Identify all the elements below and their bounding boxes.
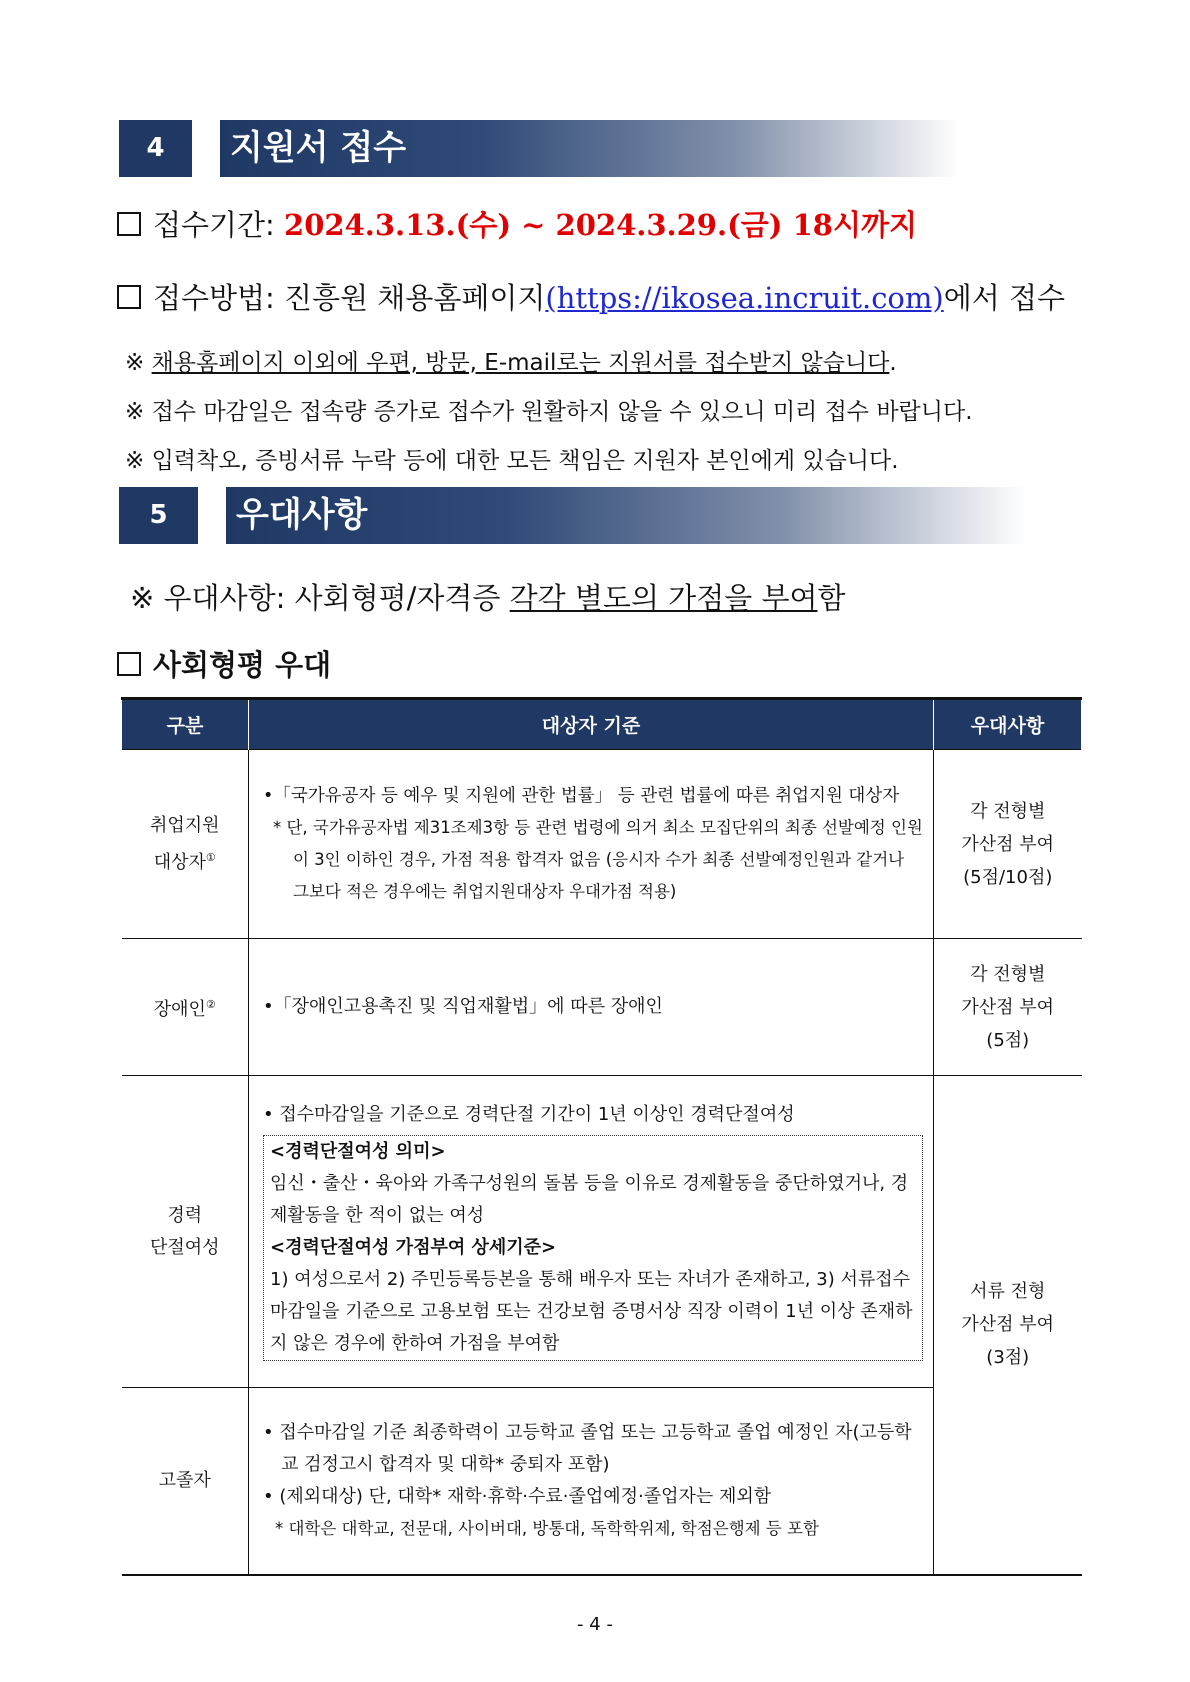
criteria-cell (249, 939, 934, 1076)
benefit-line: (3점) (986, 1347, 1030, 1369)
page-number: - 4 - (577, 1614, 613, 1635)
benefit-line: 각 전형별 (970, 963, 1046, 985)
preference-note-suffix: 함 (817, 581, 846, 615)
criteria-text: • 접수마감일 기준 최종학력이 고등학교 졸업 또는 고등학교 졸업 예정인 자(고등학교 검정고시 합격자 및 대학* 중퇴자 포함) (263, 1421, 912, 1475)
note-mark: ※ (125, 350, 145, 376)
note-2-text: 접수 마감일은 접속량 증가로 접수가 원활하지 않을 수 있으니 미리 접수 바랍니다. (151, 399, 973, 425)
homepage-link[interactable]: (https://ikosea.incruit.com) (545, 281, 944, 315)
benefit-cell (934, 939, 1082, 1076)
note-2 (125, 393, 973, 426)
note-mark: ※ (125, 448, 145, 474)
note-mark: ※ (125, 399, 145, 425)
header-category: 구분 (122, 699, 249, 750)
note-1-underlined: 채용홈페이지 이외에 우편, 방문, E-mail로는 지원서를 접수받지 않습니다 (151, 350, 890, 376)
box-text: 임신・출산・육아와 가족구성원의 돌봄 등을 이유로 경제활동을 중단하였거나, 경제활동을 한 적이 없는 여성 (270, 1172, 909, 1226)
category-line: 대상자 (153, 851, 206, 873)
note-1-end: . (889, 350, 897, 376)
checkbox-square-icon (117, 652, 141, 676)
category-line: 고졸자 (158, 1469, 211, 1491)
category-cell (122, 1388, 249, 1575)
category-line: 단절여성 (149, 1236, 220, 1258)
note-3 (125, 442, 899, 475)
benefit-line: 가산점 부여 (961, 1314, 1055, 1336)
period-value: 2024.3.13.(수) ~ 2024.3.29.(금) 18시까지 (284, 208, 918, 242)
criteria-text: •「국가유공자 등 예우 및 지원에 관한 법률」 등 관련 법률에 따른 취업지원 대상자 (263, 786, 900, 806)
preference-note-prefix: 우대사항: 사회형평/자격증 (163, 581, 510, 615)
category-cell (122, 750, 249, 939)
subheading (117, 643, 331, 684)
career-break-detail-box (263, 1135, 923, 1361)
preference-note (130, 576, 845, 617)
criteria-text: •「장애인고용촉진 및 직업재활법」에 따른 장애인 (263, 996, 663, 1017)
footnote-mark: ② (205, 997, 216, 1011)
header-criteria: 대상자 기준 (249, 699, 934, 750)
criteria-cell (249, 1076, 934, 1388)
method-line (117, 276, 1065, 317)
section-5-title: 우대사항 (226, 487, 1026, 544)
preference-note-underlined: 각각 별도의 가점을 부여 (509, 581, 818, 615)
table-row (122, 939, 1082, 1076)
checkbox-square-icon (117, 285, 141, 309)
benefit-line: 서류 전형 (970, 1281, 1046, 1303)
method-label: 접수방법: 진흥원 채용홈페이지 (153, 281, 546, 315)
table-header-row (122, 699, 1082, 750)
note-3-text: 입력착오, 증빙서류 누락 등에 대한 모든 책임은 지원자 본인에게 있습니다. (151, 448, 899, 474)
section-4-title: 지원서 접수 (220, 120, 960, 177)
category-cell (122, 1076, 249, 1388)
criteria-text: • 접수마감일을 기준으로 경력단절 기간이 1년 이상인 경력단절여성 (263, 1103, 795, 1125)
preference-table (121, 697, 1082, 1576)
category-line: 취업지원 (149, 814, 220, 836)
criteria-subnote: * 단, 국가유공자법 제31조제3항 등 관련 법령에 의거 최소 모집단위의 최종 선발예정 인원이 3인 이하인 경우, 가점 적용 합격자 없음 (응시자 수가 최종 선발예정인원과 같거나 그보다 적은 경우에는 취업지원대상자 우대가점 적용) (273, 818, 923, 901)
method-suffix: 에서 접수 (943, 281, 1065, 315)
footnote-mark: ① (205, 850, 216, 864)
category-line: 경력 (167, 1204, 203, 1226)
benefit-line: (5점) (986, 1029, 1030, 1051)
benefit-line: 각 전형별 (970, 800, 1046, 822)
subheading-text: 사회형평 우대 (153, 648, 332, 682)
note-mark: ※ (130, 581, 155, 615)
period-label: 접수기간: (153, 208, 275, 242)
header-benefit: 우대사항 (934, 699, 1082, 750)
benefit-cell (934, 750, 1082, 939)
note-1 (125, 344, 897, 377)
table-row (122, 1076, 1082, 1388)
criteria-cell (249, 1388, 934, 1575)
table-row (122, 750, 1082, 939)
section-5-number: 5 (119, 487, 198, 544)
section-4-number: 4 (119, 120, 192, 177)
box-text: 1) 여성으로서 2) 주민등록등본을 통해 배우자 또는 자녀가 존재하고, 3) 서류접수 마감일을 기준으로 고용보험 또는 건강보험 증명서상 직장 이력이 1년 이상 존재하지 않은 경우에 한하여 가점을 부여함 (270, 1268, 913, 1354)
criteria-text: • (제외대상) 단, 대학* 재학·휴학·수료·졸업예정·졸업자는 제외함 (263, 1485, 772, 1507)
criteria-cell (249, 750, 934, 939)
category-cell (122, 939, 249, 1076)
box-title: <경력단절여성 가점부여 상세기준> (270, 1236, 557, 1258)
benefit-cell (934, 1076, 1082, 1575)
checkbox-square-icon (117, 212, 141, 236)
criteria-subnote: * 대학은 대학교, 전문대, 사이버대, 방통대, 독학학위제, 학점은행제 등 포함 (275, 1518, 819, 1538)
benefit-line: 가산점 부여 (961, 996, 1055, 1018)
category-line: 장애인 (153, 998, 206, 1020)
period-line (117, 203, 917, 244)
benefit-line: 가산점 부여 (961, 833, 1055, 855)
box-title: <경력단절여성 의미> (270, 1140, 446, 1162)
benefit-line: (5점/10점) (963, 866, 1053, 888)
